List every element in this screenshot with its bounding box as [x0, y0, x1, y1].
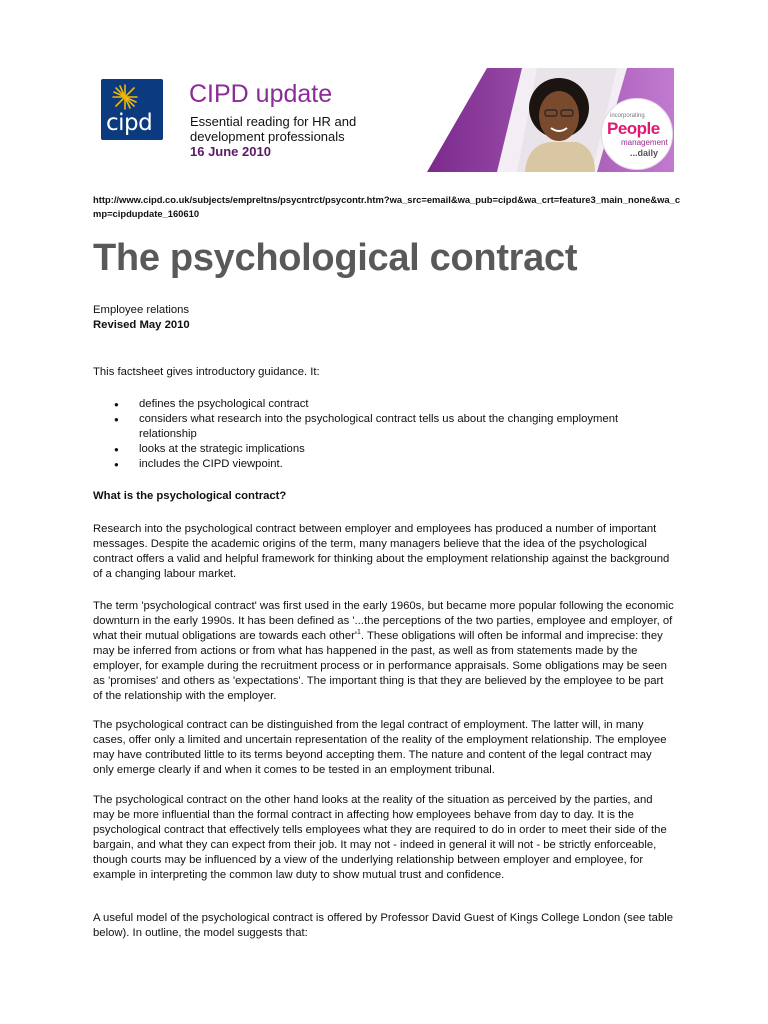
star-burst-icon [111, 83, 139, 111]
source-url[interactable]: http://www.cipd.co.uk/subjects/empreltns/psycntrct/psycontr.htm?wa_src=email&wa_pub=cipd&wa_crt=feature3_main_none&wa_cmp=cipdupdate_160610 [93, 194, 681, 219]
banner-title: CIPD update [189, 80, 333, 108]
badge-brand-sub: management [621, 138, 668, 147]
cipd-logo [101, 79, 163, 140]
list-item: ● includes the CIPD viewpoint. [93, 457, 673, 472]
footnote-ref[interactable]: 1 [357, 629, 361, 637]
badge-incorporating: incorporating [610, 113, 645, 119]
paragraph-definition-part1: The term 'psychological contract' was first used in the early 1960s, but became more popular following the economic downturn in the early 1990s. It has been defined as '...the perceptions of the two parties, employee and employer, of what their mutual obligations are towards each other' [93, 600, 674, 642]
paragraph-definition [93, 599, 675, 704]
newsletter-banner [101, 68, 674, 172]
list-item: ● defines the psychological contract [93, 397, 673, 412]
paragraph-legal-contract: The psychological contract can be distinguished from the legal contract of employment. The latter will, in many cases, offer only a limited and uncertain representation of the reality of the employment relationship. The employee may have contributed little to its terms beyond accepting them. The nature and content of the legal contract may only emerge clearly if and when it comes to be tested in an employment tribunal. [93, 719, 667, 776]
paragraph-research: Research into the psychological contract between employer and employees has produced a number of important messages. Despite the academic origins of the term, many managers believe that the idea of the psychological contract offers a valid and helpful framework for thinking about the employment relationship against the background of a changing labour market. [93, 523, 670, 580]
section-heading: What is the psychological contract? [93, 490, 287, 502]
badge-daily: ...daily [630, 148, 659, 158]
page-title: The psychological contract [93, 237, 578, 279]
intro-text: This factsheet gives introductory guidance. It: [93, 366, 320, 378]
list-item: ● considers what research into the psychological contract tells us about the changing employment relationship [93, 412, 673, 442]
people-management-badge [601, 98, 673, 170]
badge-brand: People [607, 119, 660, 138]
factsheet-bullets [93, 397, 673, 472]
list-item: ● looks at the strategic implications [93, 442, 673, 457]
logo-wordmark: cipd [106, 110, 153, 136]
revised-date: Revised May 2010 [93, 319, 190, 331]
paragraph-reality: The psychological contract on the other hand looks at the reality of the situation as perceived by the parties, and may be more influential than the formal contract in affecting how employees behave from day to day. It is the psychological contract that effectively tells employees what they are required to do in order to meet their side of the bargain, and what they can expect from their job. It may not - indeed in general it will not - be strictly enforceable, though courts may be influenced by a view of the underlying relationship between employer and employee, for example in interpreting the common law duty to show mutual trust and confidence. [93, 794, 667, 881]
paragraph-definition-part2: . These obligations will often be informal and imprecise: they may be inferred from actions or from what has happened in the past, as well as from statements made by the employer, for example during the recruitment process or in performance appraisals. Some obligations may be seen as 'promises' and others as 'expectations'. The important thing is that they are believed by the employee to be part of the relationship with the employer. [93, 630, 667, 702]
category-label: Employee relations [93, 304, 190, 316]
banner-subtitle: Essential reading for HR and development professionals [190, 114, 357, 144]
paragraph-model: A useful model of the psychological contract is offered by Professor David Guest of Kings College London (see table below). In outline, the model suggests that: [93, 912, 674, 939]
banner-date: 16 June 2010 [190, 144, 271, 159]
